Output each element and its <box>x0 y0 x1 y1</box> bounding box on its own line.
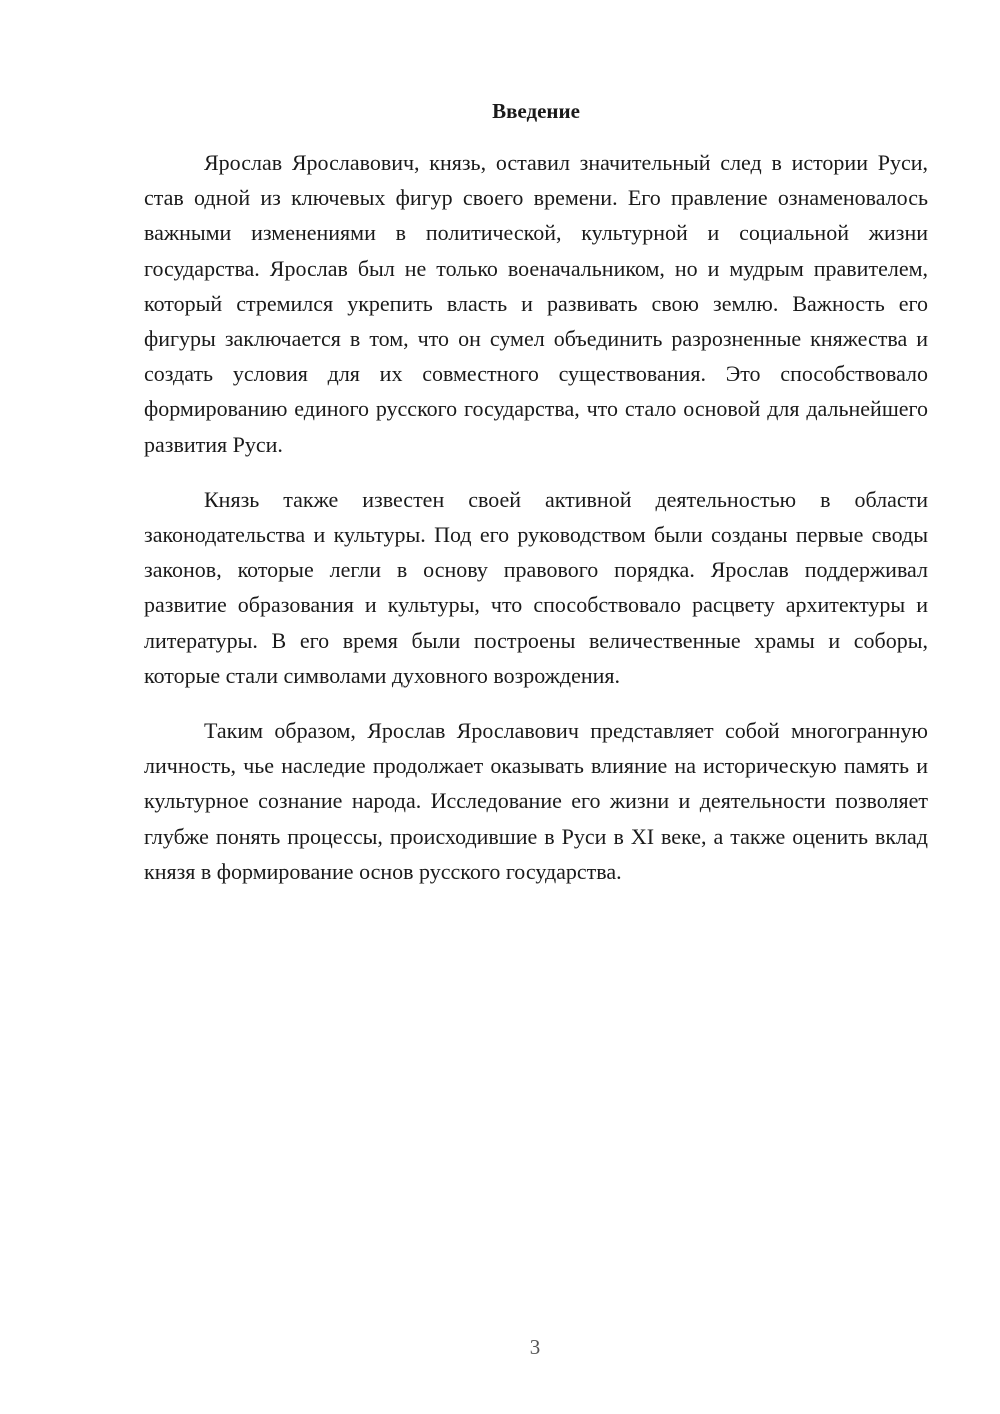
page-content <box>144 97 928 889</box>
paragraph-2: Князь также известен своей активной деятельностью в области законодательства и культуры. Под его руководством были созданы первые своды законов, которые легли в основу правового порядка. Ярослав поддерживал развитие образования и культуры, что способствовало расцвету архитектуры и литературы. В его время были построены величественные храмы и соборы, которые стали символами духовного возрождения. <box>144 486 928 688</box>
paragraph-1: Ярослав Ярославович, князь, оставил значительный след в истории Руси, став одной из ключевых фигур своего времени. Его правление ознаменовалось важными изменениями в политической, культурной и социальной жизни государства. Ярослав был не только военачальником, но и мудрым правителем, который стремился укрепить власть и развивать свою землю. Важность его фигуры заключается в том, что он сумел объединить разрозненные княжества и создать условия для их совместного существования. Это способствовало формированию единого русского государства, что стало основой для дальнейшего развития Руси. <box>144 150 928 457</box>
section-heading: Введение <box>492 99 580 123</box>
paragraph-3: Таким образом, Ярослав Ярославович представляет собой многогранную личность, чье наследие продолжает оказывать влияние на историческую память и культурное сознание народа. Исследование его жизни и деятельности позволяет глубже понять процессы, происходившие в Руси в XI веке, а также оценить вклад князя в формирование основ русского государства. <box>144 718 928 884</box>
page-number: 3 <box>529 1335 541 1359</box>
